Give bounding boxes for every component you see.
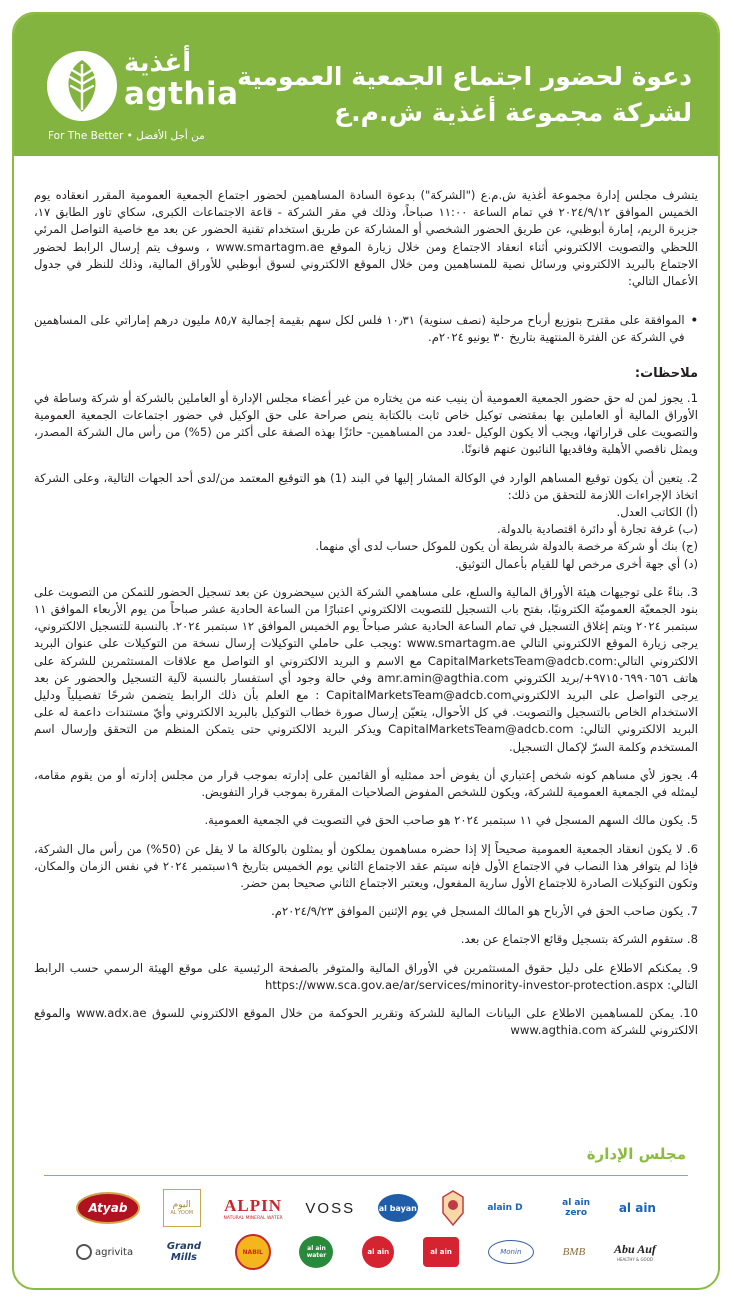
brand-alain-red2-label: al ain (430, 1248, 452, 1256)
brand-grand-mills-logo (162, 1232, 206, 1272)
agrivita-icon (76, 1244, 92, 1260)
note-6: 6. لا يكون انعقاد الجمعية العمومية صحيحاً إلا إذا حضره مساهمون يملكون أو يمثلون بالوكالة ما لا يقل عن (50%) من رأس مال الشركة، فإذا لم يتوافر هذا النصاب في الاجتماع الأول فإنه سيتم عقد الاجتماع الثاني يوم الخميس بتاريخ ١٩سبتمبر ٢٠٢٤ في نفس الزمان والمكان، وتكون التوكيلات الصادرة للاجتماع الأول سارية المفعول، ويعتبر الاجتماع الثاني صحيحا بمن حضر. (34, 841, 698, 890)
brand-alain-d-label: alain D (487, 1203, 523, 1213)
brand-alyoom-ar: اليوم (172, 1200, 191, 1210)
note-2-item: (د) أي جهة أخرى مرخص لها للقيام بأعمال التوثيق. (454, 556, 698, 571)
note-1: 1. يجوز لمن له حق حضور الجمعية العمومية أن ينيب عنه من يختاره من غير أعضاء مجلس الإدارة أو العاملين بالشركة أو شركة وساطة في الأوراق المالية أو العاملين بها بمقتضى توكيل خاص ثابت بالكتابة ينص صراحة على حق الوكيل في حضور اجتماعات الجمعية العمومية والتصويت على قراراتها، ويجب ألا يكون الوكيل -لعدد من المساهمين- حائزًا بهذه الصفة على أكثر من (5%) من رأس مال الشركة المصدر، ويمثل ناقصي الأهلية وفاقديها النائبون عنهم قانونًا. (34, 390, 698, 457)
brand-monin-logo (488, 1232, 534, 1272)
note-7: 7. يكون صاحب الحق في الأرباح هو المالك المسجل في يوم الإثنين الموافق ٢٠٢٤/٩/٢٣م. (271, 904, 698, 919)
brand-abuauf-label: Abu Auf (613, 1242, 656, 1256)
brand-alain-red2-logo (423, 1232, 459, 1272)
logo-arabic: أغذية (124, 48, 192, 78)
brand-bmb-logo (563, 1232, 586, 1272)
brand-nabil-logo (235, 1232, 271, 1272)
brand-atyab-logo (76, 1188, 140, 1228)
agthia-logo (46, 48, 239, 150)
brand-grand-mills-label: Grand Mills (166, 1241, 201, 1263)
divider (44, 1175, 688, 1176)
brand-logos-row-1 (76, 1186, 656, 1230)
notes-heading: ملاحظات: (634, 365, 698, 381)
note-2-item: (ب) غرفة تجارة أو دائرة اقتصادية بالدولة. (497, 522, 698, 537)
brand-agrivita-label: agrivita (95, 1246, 134, 1258)
agenda-text: الموافقة على مقترح بتوزيع أرباح مرحلية (نصف سنوية) ١٠٫٣١ فلس لكل سهم بقيمة إجمالية ٨٥٫٧ مليون درهم إماراتي على المساهمين في الشركة عن الفترة المنتهية بتاريخ ٣٠ يونيو ٢٠٢٤م. (34, 313, 685, 345)
brand-alain-zero-logo (556, 1188, 596, 1228)
brand-nabil-label: NABIL (242, 1248, 263, 1256)
brand-albayan-logo (378, 1188, 418, 1228)
note-4: 4. يجوز لأي مساهم كونه شخص إعتباري أن يفوض أحد ممثليه أو القائمين على إدارته بموجب قرار من مجلس إدارته أو من يقوم مقامه، ليمثله في الجمعية العمومية للشركة، ويكون للشخص المفوض الصلاحيات المقررة بموجب قرار التفويض. (34, 767, 698, 800)
note-2-item: (ج) بنك أو شركة مرخصة بالدولة شريطة أن يكون للموكل حساب لدى أي منهما. (315, 539, 698, 554)
note-8: 8. ستقوم الشركة بتسجيل وقائع الاجتماع عن بعد. (460, 932, 698, 947)
brand-alain-water-logo (299, 1232, 333, 1272)
brand-alyoom-logo (163, 1189, 201, 1227)
title-line-2: لشركة مجموعة أغذية ش.م.ع (334, 98, 692, 127)
intro-paragraph: يتشرف مجلس إدارة مجموعة أغذية ش.م.ع ("الشركة") بدعوة السادة المساهمين لحضور اجتماع الجمعية العمومية المقرر انعقاده يوم الخميس الموافق ٢٠٢٤/٩/١٢ في تمام الساعة ١١:٠٠ صباحاً، وذلك في مقر الشركة - قاعة الاجتماعات الكبرى، سكاي تاور الطابق ١٧، جزيرة الريم، إمارة أبوظبي، عن طريق الحضور الشخصي أو المشاركة عن طريق استخدام تقنية الحضور عن بعد مع خاصية التواصل المرئي اللحظي والتصويت الالكتروني أثناء انعقاد الاجتماع ومن خلال زيارة الموقع www.smartagm.ae ، وسوف يتم إرسال الرابط لحضور الاجتماع بالبريد الالكتروني ورسائل نصية للمساهمين ومن خلال الموقع الالكتروني لسوق أبوظبي للأوراق المالية، وذلك للنظر في جدول الأعمال التالي: (34, 188, 698, 289)
document-body (34, 187, 698, 1039)
page-title (237, 59, 692, 131)
brand-crest-logo (441, 1188, 465, 1228)
leaf-icon (46, 50, 118, 122)
advertisement-frame (12, 12, 720, 1290)
board-of-directors-signature: مجلس الإدارة (586, 1145, 686, 1163)
brand-agrivita-logo (76, 1232, 133, 1272)
note-2: 2. يتعين أن يكون توقيع المساهم الوارد في الوكالة المشار إليها في البند (1) هو التوقيع المعتمد من/لدى أحد الجهات التالية، وعلى الشركة اتخاذ الإجراءات اللازمة للتحقق من ذلك: (34, 470, 698, 502)
brand-logos-row-2 (76, 1230, 656, 1274)
brand-alain-red-logo (362, 1232, 394, 1272)
brand-alpin-logo (224, 1188, 283, 1228)
agenda-item (34, 312, 698, 346)
note-3: 3. بناءً على توجيهات هيئة الأوراق المالية والسلع، على مساهمي الشركة الذين سيحضرون عن بعد تسجيل الحضور للتمكن من التصويت على بنود الجمعيّة العموميّة الكترونيًا، بفتح باب التسجيل للتصويت الالكتروني اعتبارًا من الساعة الحادية عشر صباحاً من يوم الأربعاء الموافق ١١ سبتمبر ٢٠٢٤ ويتم إغلاق التسجيل في تمام الساعة الحادية عشر صباحاً يوم الخميس الموافق ١٢ سبتمبر ٢٠٢٤. بالنسبة للتسجيل الالكتروني، يرجى زيارة الموقع الالكتروني التالي www.smartagm.ae :ويجب على حاملي التوكيلات إرسال نسخة من التوكيلات على عنوان البريد الالكتروني التالي:CapitalMarketsTeam@adcb.com مع الاسم و البريد الالكتروني او التواصل مع علاقات المستثمرين للشركة على هاتف ٩٧١٥٠٦٩٩٠٦٥٦+/بريد الكتروني amr.amin@agthia.com وفي حالة وجود أي استفسار بالنسبة لآلية التسجيل والحضور عن بعد يرجى التواصل على البريد الالكترونيCapitalMarketsTeam@adcb.com : مع العلم بأن ذلك الرابط يتضمن شرحًا تفصيلياً ودليل الاستخدام الخاص بالتسجيل والتصويت. في كل الأحوال، يتعيّن إرسال صورة خطاب التوكيل بالبريد الالكتروني وأيّ مستندات داعمة له على البريد الالكتروني التالي: CapitalMarketsTeam@adcb.com ويذكر البريد الالكتروني حتى يتمكن المنظم من التحقق وإرسال اسم المستخدم وكلمة السرّ لإكمال التسجيل. (34, 584, 699, 754)
brand-bmb-label: BMB (562, 1246, 586, 1258)
note-9: 9. يمكنكم الاطلاع على دليل حقوق المستثمرين في الأوراق المالية والمتوفر بالصفحة الرئيسية على موقع الهيئة الرسمي حسب الرابط التالي: https://www.sca.gov.ae/ar/services/minority-investor-protection.aspx (34, 960, 698, 992)
bullet-icon: • (690, 313, 698, 328)
brand-atyab-label: Atyab (88, 1201, 128, 1215)
brand-alain-water-label: al ain water (306, 1245, 327, 1259)
brand-alain-label: al ain (618, 1201, 656, 1215)
brand-abuauf-sub: HEALTHY & GOOD (616, 1257, 653, 1262)
logo-english: agthia (124, 76, 239, 112)
note-2-item: (أ) الكاتب العدل. (616, 505, 698, 520)
brand-alain-d-logo (487, 1188, 533, 1228)
brand-albayan-label: al bayan (378, 1203, 417, 1213)
brand-alyoom-label: AL YOOM (170, 1210, 194, 1216)
brand-alain-zero-label: al ain zero (562, 1198, 590, 1218)
brand-alpin-label: ALPIN (224, 1195, 283, 1215)
brand-alain-logo (619, 1188, 656, 1228)
brand-voss-label: VOSS (305, 1199, 356, 1217)
header-banner (14, 14, 718, 156)
brand-alpin-sub: NATURAL MINERAL WATER (223, 1215, 283, 1221)
note-10: 10. يمكن للمساهمين الاطلاع على البيانات المالية للشركة وتقرير الحوكمة من خلال الموقع الالكتروني للسوق www.adx.ae والموقع الالكتروني للشركة www.agthia.com (34, 1005, 698, 1038)
logo-tagline: For The Better • من أجل الأفضل (48, 130, 205, 142)
brand-voss-logo (305, 1188, 355, 1228)
brand-monin-label: Monin (500, 1248, 522, 1256)
title-line-1: دعوة لحضور اجتماع الجمعية العمومية (237, 62, 692, 91)
brand-alain-red-label: al ain (367, 1248, 390, 1256)
brand-abuauf-logo (614, 1232, 656, 1272)
note-5: 5. يكون مالك السهم المسجل في ١١ سبتمبر ٢٠٢٤ هو صاحب الحق في التصويت في الجمعية العمومية. (204, 813, 698, 828)
